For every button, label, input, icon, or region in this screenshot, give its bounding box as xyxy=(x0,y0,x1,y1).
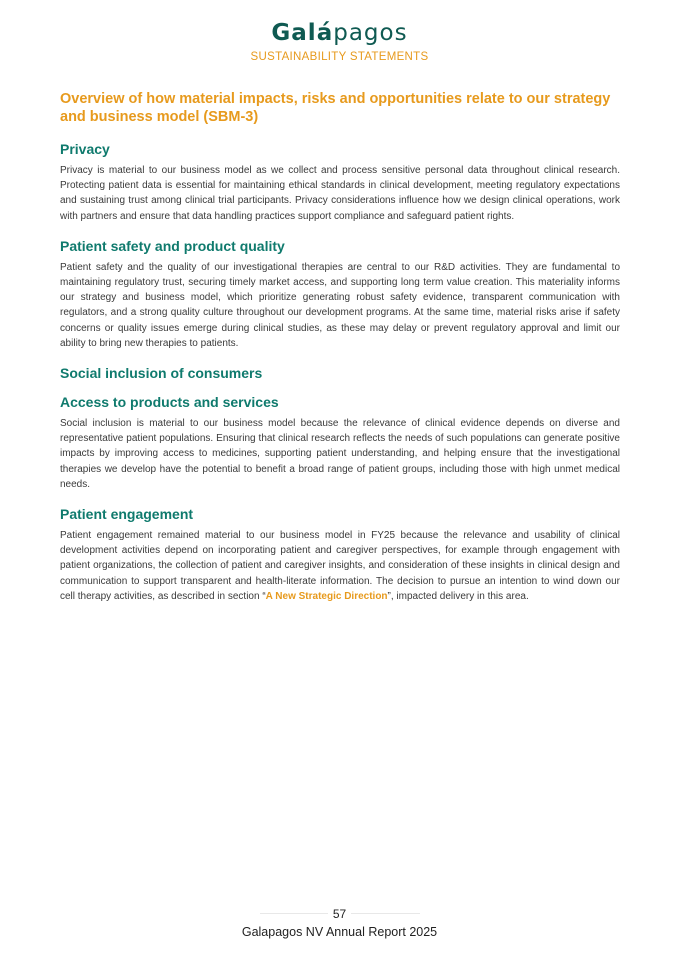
main-content xyxy=(60,90,620,617)
report-name: Galapagos NV Annual Report 2025 xyxy=(241,925,438,939)
page-title: Overview of how material impacts, risks and opportunities relate to our strategy and business model (SBM-3) xyxy=(60,91,611,125)
page-number-rule xyxy=(260,904,420,924)
patient-safety-heading: Patient safety and product quality xyxy=(60,237,285,254)
access-paragraph: Social inclusion is material to our business model because the relevance of clinical evidence depends on diverse and representative patient populations. Ensuring that clinical research reflects the needs of such populations can generate positive impacts by improving access to medicines, supporting patient understanding, and helping ensure that the investigational therapies we develop have the potential to benefit a broad range of patient groups, including those with high unmet medical needs. xyxy=(60,418,620,490)
galapagos-logo xyxy=(0,18,679,48)
page-footer xyxy=(0,904,679,939)
logo-text-regular: pagos xyxy=(333,20,408,46)
patient-engagement-paragraph xyxy=(60,528,620,604)
section-label: SUSTAINABILITY STATEMENTS xyxy=(250,51,429,63)
engagement-text-before: Patient engagement remained material to our business model in FY25 because the relevance and usability of clinical development activities depend on incorporating patient and caregiver perspectives, for example through engagement with patient organizations, the collection of patient and caregiver insights, and consideration of these insights in clinical design and communication to support transparent and health-literate information. The decision to pursue an intention to wind down our cell therapy activities, as described in section “ xyxy=(60,530,620,602)
social-inclusion-heading: Social inclusion of consumers xyxy=(60,365,263,382)
page-header xyxy=(0,18,679,63)
strategic-direction-link[interactable]: A New Strategic Direction xyxy=(265,590,388,602)
privacy-paragraph: Privacy is material to our business model as we collect and process sensitive personal data throughout clinical research. Protecting patient data is essential for maintaining ethical standards in clinical development, meeting regulatory expectations and sustaining trust among clinical trial participants. Privacy considerations influence how we design clinical operations, work with partners and ensure that data handling practices support compliance and safeguard patient rights. xyxy=(60,165,620,222)
patient-engagement-heading: Patient engagement xyxy=(60,506,194,523)
access-heading: Access to products and services xyxy=(60,394,279,411)
privacy-heading: Privacy xyxy=(60,141,110,157)
page-number: 57 xyxy=(328,904,351,924)
patient-safety-paragraph: Patient safety and the quality of our investigational therapies are central to our R&D activities. They are fundamental to maintaining regulatory trust, securing timely market access, and supporting long term value creation. This materiality informs our strategy and business model, which prioritize generating robust safety evidence, transparent communication with regulators, and a strong quality culture throughout our development programs. At the same time, material risks arise if safety concerns or quality issues emerge during clinical studies, as these may delay or prevent regulatory approval and limit our ability to bring new therapies to patients. xyxy=(60,261,620,349)
engagement-text-after: ”, impacted delivery in this area. xyxy=(387,590,529,602)
logo-text-bold: Galá xyxy=(271,20,334,46)
